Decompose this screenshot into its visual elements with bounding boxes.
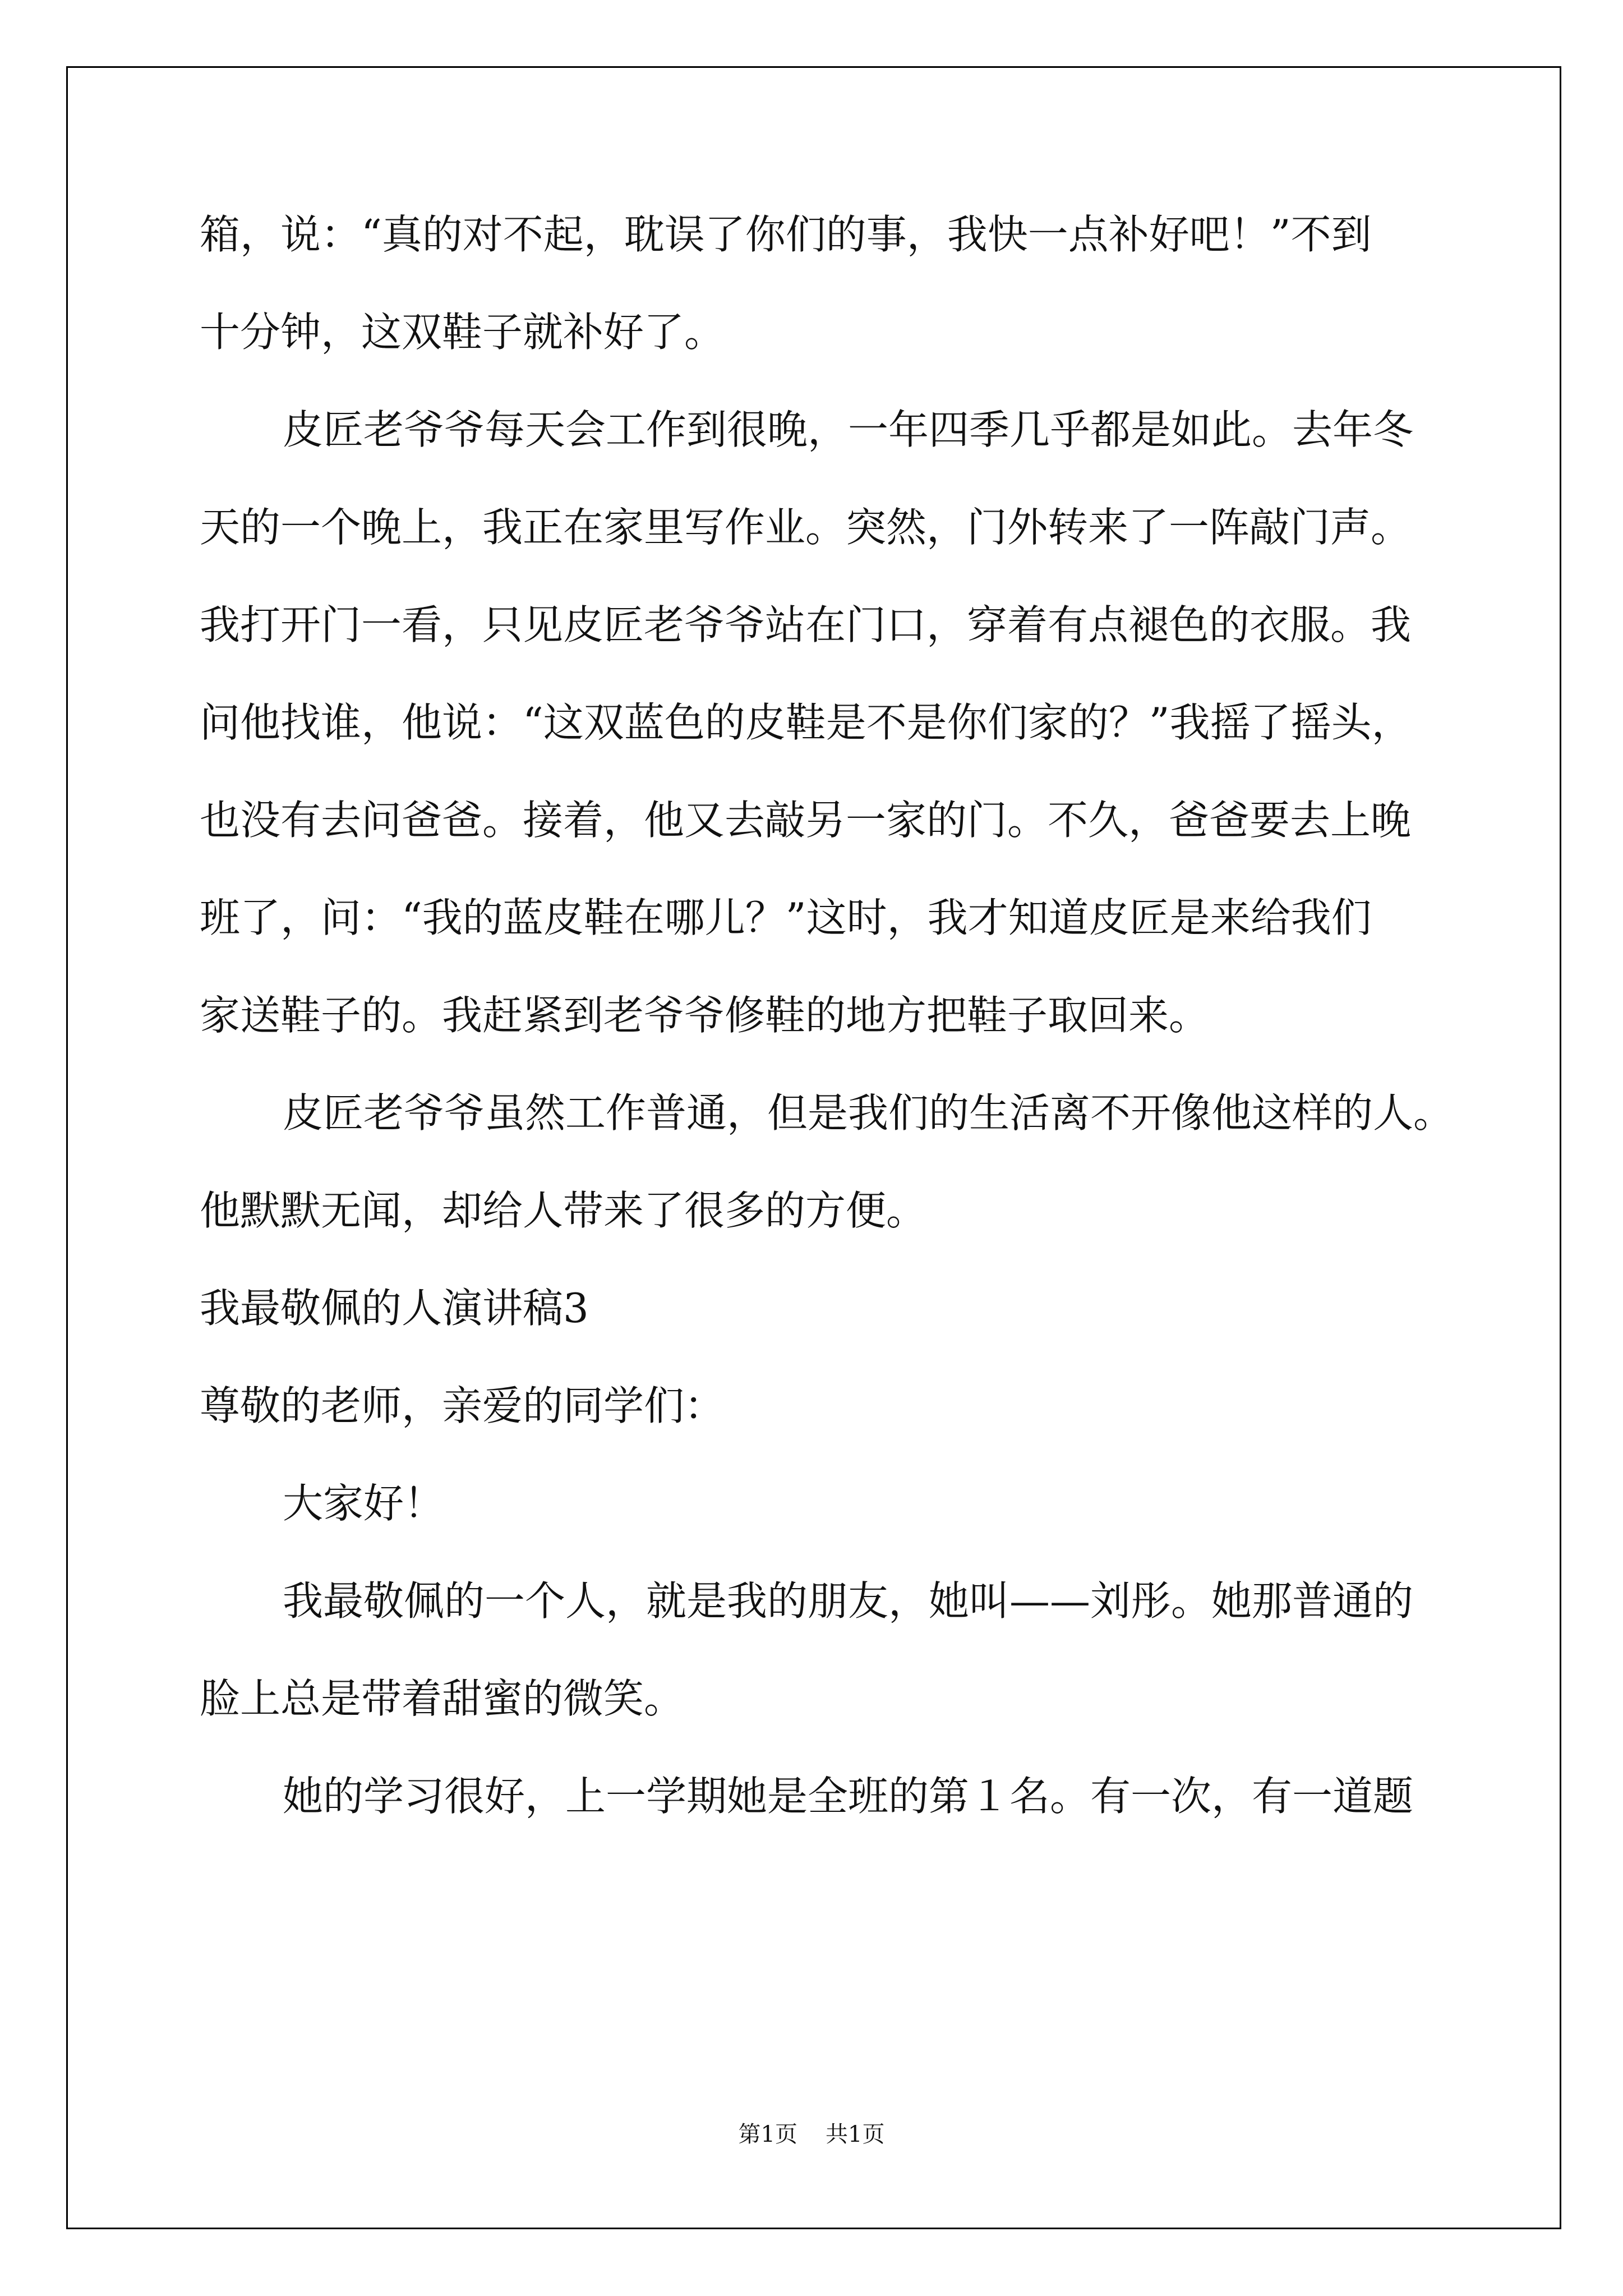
greeting-line: 大家好！ [283, 1480, 445, 1527]
salutation-line: 尊敬的老师，亲爱的同学们： [200, 1382, 725, 1429]
text-line: 家送鞋子的。我赶紧到老爷爷修鞋的地方把鞋子取回来。 [200, 992, 1210, 1039]
text-line: 也没有去问爸爸。接着，他又去敲另一家的门。不久，爸爸要去上晚 [200, 797, 1412, 844]
section-title: 我最敬佩的人演讲稿3 [200, 1285, 589, 1332]
paragraph-start-line: 皮匠老爷爷每天会工作到很晚，一年四季几乎都是如此。去年冬 [283, 406, 1414, 453]
text-line: 班了，问：“我的蓝皮鞋在哪儿？”这时，我才知道皮匠是来给我们 [200, 894, 1372, 941]
text-line: 脸上总是带着甜蜜的微笑。 [200, 1675, 685, 1722]
text-line: 天的一个晚上，我正在家里写作业。突然，门外转来了一阵敲门声。 [200, 504, 1412, 551]
text-line: 我打开门一看，只见皮匠老爷爷站在门口，穿着有点褪色的衣服。我 [200, 601, 1412, 648]
page-footer [0, 2120, 1623, 2148]
text-line: 问他找谁，他说：“这双蓝色的皮鞋是不是你们家的？”我摇了摇头， [200, 699, 1412, 746]
paragraph-start-line: 她的学习很好，上一学期她是全班的第１名。有一次，有一道题 [283, 1773, 1414, 1820]
document-body [200, 209, 1456, 1868]
text-line: 箱，说：“真的对不起，耽误了你们的事，我快一点补好吧！”不到 [200, 211, 1372, 258]
paragraph-start-line: 我最敬佩的一个人，就是我的朋友，她叫——刘彤。她那普通的 [283, 1577, 1414, 1625]
paragraph-start-line: 皮匠老爷爷虽然工作普通，但是我们的生活离不开像他这样的人。 [283, 1089, 1454, 1137]
text-line: 十分钟，这双鞋子就补好了。 [200, 309, 725, 356]
page-number-total: 共1页 [826, 2122, 885, 2147]
page-number-current: 第1页 [738, 2122, 797, 2147]
text-line: 他默默无闻，却给人带来了很多的方便。 [200, 1187, 927, 1234]
